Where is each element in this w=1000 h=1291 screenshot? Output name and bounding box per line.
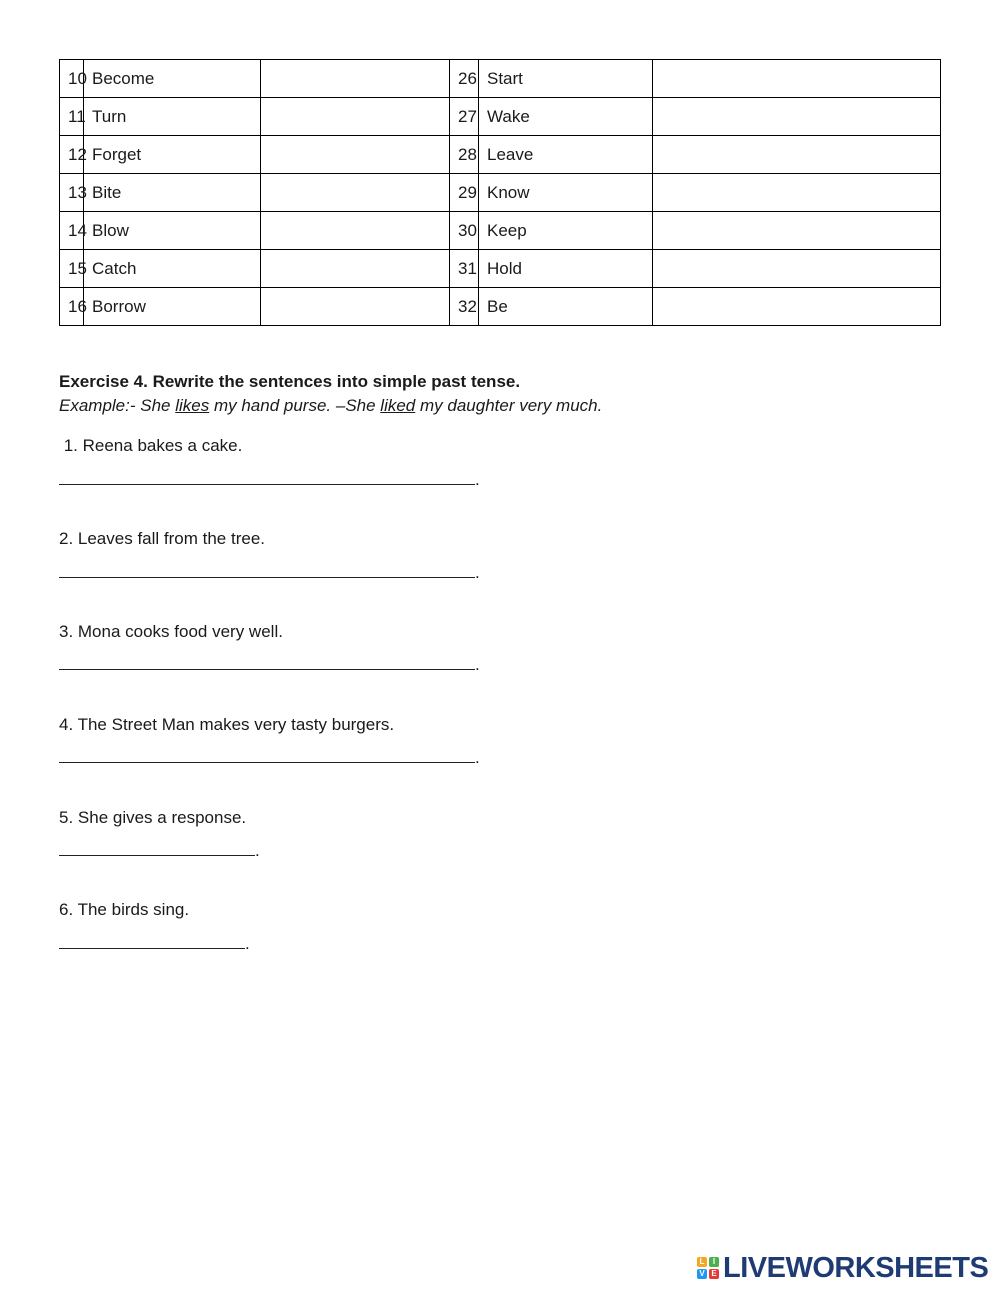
answer-cell[interactable] bbox=[653, 174, 941, 212]
row-number: 16 bbox=[60, 288, 84, 326]
verb: Turn bbox=[84, 98, 261, 136]
period: . bbox=[475, 655, 480, 674]
row-number: 10 bbox=[60, 60, 84, 98]
example-suffix: my daughter very much. bbox=[415, 396, 603, 415]
answer-cell[interactable] bbox=[653, 212, 941, 250]
example-word-past: liked bbox=[380, 396, 416, 415]
question-5: 5. She gives a response. bbox=[59, 808, 247, 827]
answer-cell[interactable] bbox=[261, 174, 450, 212]
row-number: 28 bbox=[450, 136, 479, 174]
answer-cell[interactable] bbox=[653, 250, 941, 288]
row-number: 26 bbox=[450, 60, 479, 98]
brand-name: LIVEWORKSHEETS bbox=[723, 1251, 989, 1284]
row-number: 13 bbox=[60, 174, 84, 212]
row-number: 12 bbox=[60, 136, 84, 174]
brand-logo-icon bbox=[697, 1257, 719, 1279]
verb: Leave bbox=[479, 136, 653, 174]
verb: Borrow bbox=[84, 288, 261, 326]
blank-line[interactable] bbox=[59, 484, 475, 485]
period: . bbox=[475, 748, 480, 767]
question-6: 6. The birds sing. bbox=[59, 900, 190, 919]
answer-cell[interactable] bbox=[261, 250, 450, 288]
logo-tile-e: E bbox=[709, 1269, 719, 1279]
row-number: 14 bbox=[60, 212, 84, 250]
verb: Bite bbox=[84, 174, 261, 212]
example-middle: my hand purse. –She bbox=[209, 396, 381, 415]
table-row bbox=[60, 98, 941, 136]
answer-line-4[interactable] bbox=[59, 748, 480, 768]
answer-cell[interactable] bbox=[261, 288, 450, 326]
row-number: 31 bbox=[450, 250, 479, 288]
liveworksheets-logo[interactable] bbox=[697, 1252, 988, 1284]
table-row bbox=[60, 212, 941, 250]
blank-line[interactable] bbox=[59, 669, 475, 670]
answer-cell[interactable] bbox=[653, 60, 941, 98]
table-row bbox=[60, 60, 941, 98]
exercise-title: Exercise 4. Rewrite the sentences into simple past tense. bbox=[59, 372, 521, 391]
answer-cell[interactable] bbox=[261, 98, 450, 136]
answer-cell[interactable] bbox=[653, 136, 941, 174]
blank-line[interactable] bbox=[59, 762, 475, 763]
answer-cell[interactable] bbox=[261, 60, 450, 98]
question-2: 2. Leaves fall from the tree. bbox=[59, 529, 265, 548]
logo-tile-l: L bbox=[697, 1257, 707, 1267]
period: . bbox=[245, 934, 250, 953]
example-word-present: likes bbox=[175, 396, 210, 415]
answer-line-2[interactable] bbox=[59, 563, 480, 583]
question-3: 3. Mona cooks food very well. bbox=[59, 622, 283, 641]
blank-line[interactable] bbox=[59, 855, 255, 856]
row-number: 15 bbox=[60, 250, 84, 288]
verb: Be bbox=[479, 288, 653, 326]
verb: Catch bbox=[84, 250, 261, 288]
question-4: 4. The Street Man makes very tasty burgers. bbox=[59, 715, 395, 734]
answer-line-1[interactable] bbox=[59, 470, 480, 490]
period: . bbox=[475, 563, 480, 582]
table-row bbox=[60, 288, 941, 326]
row-number: 29 bbox=[450, 174, 479, 212]
answer-cell[interactable] bbox=[653, 98, 941, 136]
verb: Start bbox=[479, 60, 653, 98]
verb: Become bbox=[84, 60, 261, 98]
row-number: 27 bbox=[450, 98, 479, 136]
row-number: 32 bbox=[450, 288, 479, 326]
blank-line[interactable] bbox=[59, 948, 245, 949]
verb: Know bbox=[479, 174, 653, 212]
verb: Wake bbox=[479, 98, 653, 136]
question-1: 1. Reena bakes a cake. bbox=[59, 436, 243, 455]
period: . bbox=[255, 841, 260, 860]
table-row bbox=[60, 174, 941, 212]
logo-tile-v: V bbox=[697, 1269, 707, 1279]
answer-cell[interactable] bbox=[261, 136, 450, 174]
answer-cell[interactable] bbox=[261, 212, 450, 250]
logo-tile-i: I bbox=[709, 1257, 719, 1267]
answer-line-3[interactable] bbox=[59, 655, 480, 675]
verb: Blow bbox=[84, 212, 261, 250]
answer-cell[interactable] bbox=[653, 288, 941, 326]
verb: Hold bbox=[479, 250, 653, 288]
period: . bbox=[475, 470, 480, 489]
verb: Forget bbox=[84, 136, 261, 174]
answer-line-6[interactable] bbox=[59, 934, 250, 954]
exercise-example bbox=[59, 396, 602, 416]
example-prefix: Example:- She bbox=[59, 396, 176, 415]
verb-table bbox=[59, 59, 941, 326]
row-number: 11 bbox=[60, 98, 84, 136]
table-row bbox=[60, 136, 941, 174]
table-row bbox=[60, 250, 941, 288]
blank-line[interactable] bbox=[59, 577, 475, 578]
verb: Keep bbox=[479, 212, 653, 250]
answer-line-5[interactable] bbox=[59, 841, 260, 861]
row-number: 30 bbox=[450, 212, 479, 250]
